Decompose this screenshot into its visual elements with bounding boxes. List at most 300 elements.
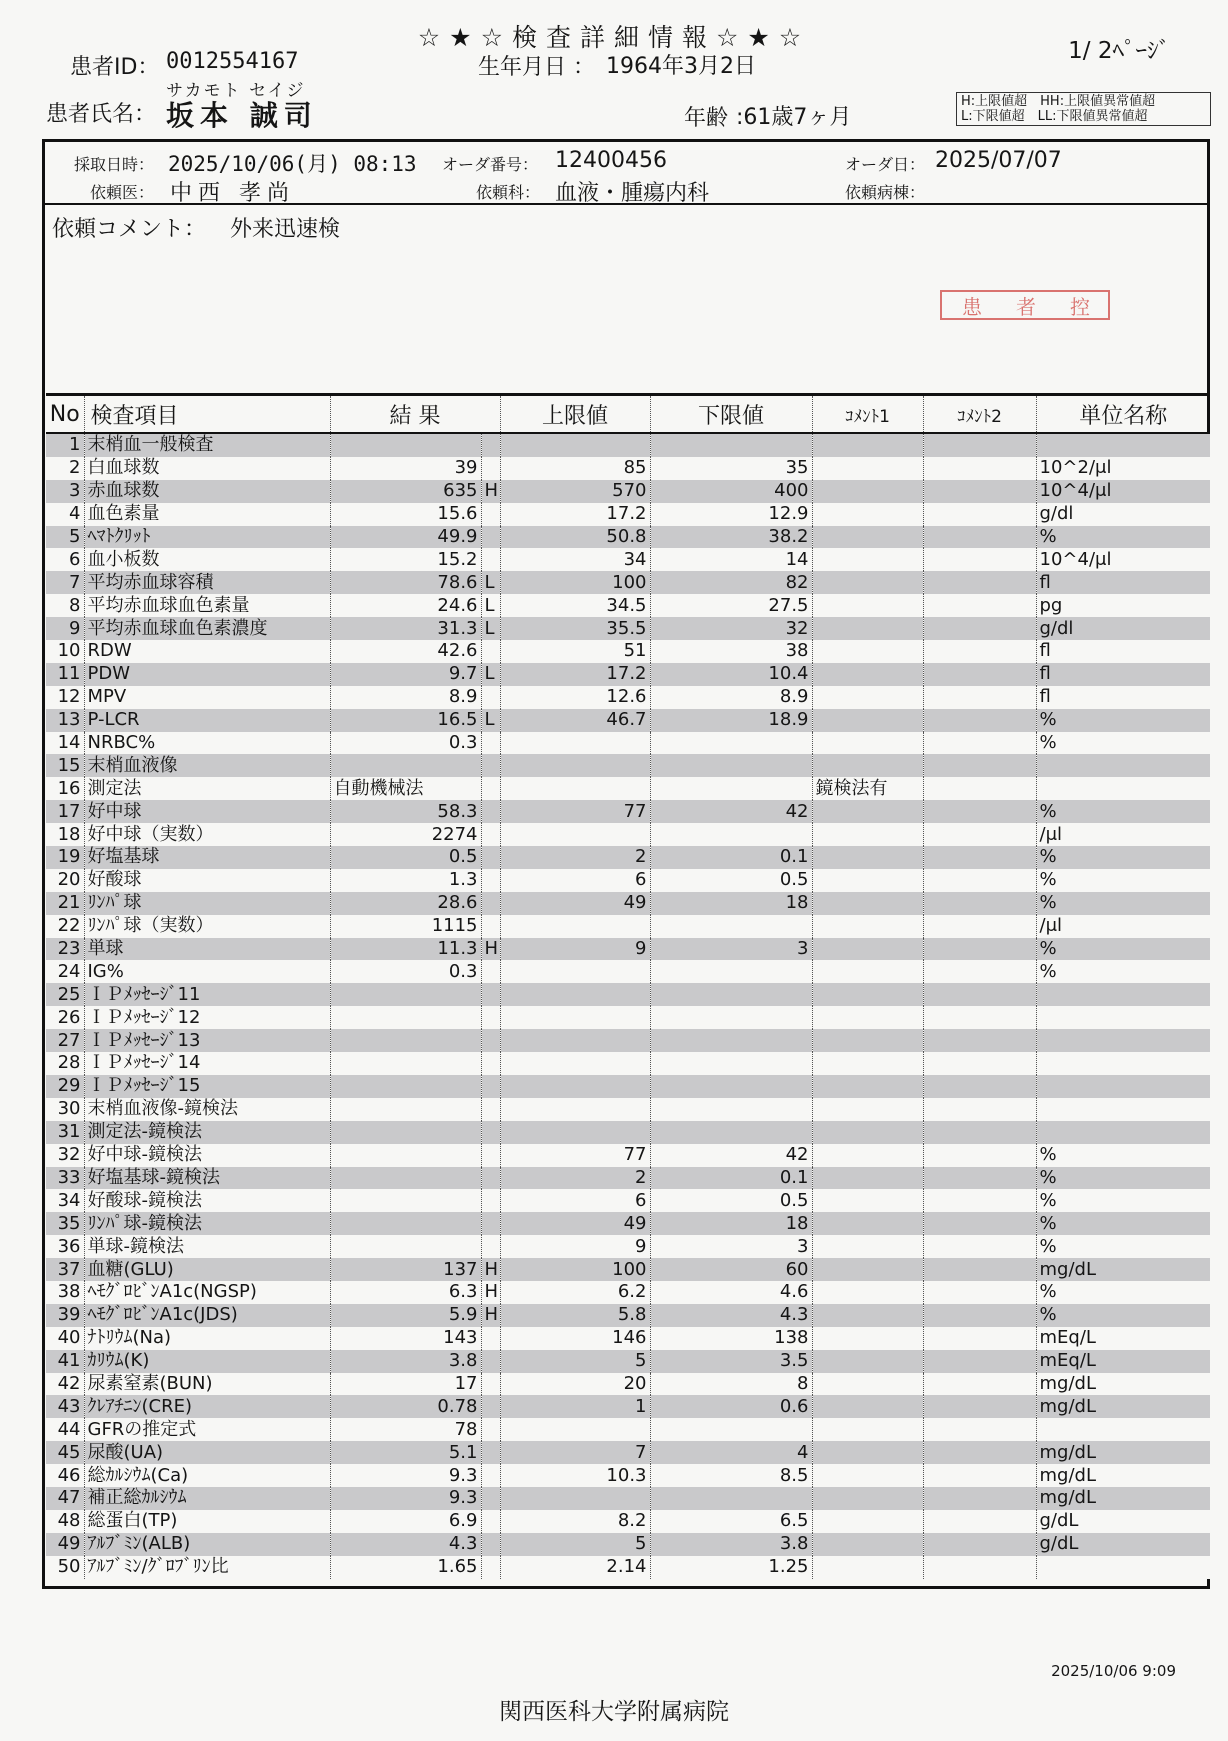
table-row — [46, 1075, 1210, 1098]
row-lower: 27.5 — [650, 594, 812, 617]
row-comment2 — [923, 548, 1036, 571]
row-no: 12 — [46, 686, 84, 709]
row-result: 78.6 — [330, 571, 481, 594]
row-result — [330, 1052, 481, 1075]
row-comment2 — [923, 457, 1036, 480]
row-unit — [1036, 1075, 1210, 1098]
age: :61歳7ヶ月 — [736, 105, 852, 130]
row-comment1 — [812, 1327, 923, 1350]
row-flag — [481, 1556, 500, 1579]
row-no: 1 — [46, 433, 84, 457]
row-lower: 38 — [650, 640, 812, 663]
row-comment1 — [812, 1441, 923, 1464]
row-flag — [481, 1029, 500, 1052]
row-lower — [650, 1029, 812, 1052]
row-no: 15 — [46, 754, 84, 777]
row-comment2 — [923, 1235, 1036, 1258]
row-item: 測定法-鏡検法 — [84, 1121, 330, 1144]
row-item: 血小板数 — [84, 548, 330, 571]
row-unit: /μl — [1036, 823, 1210, 846]
row-no: 2 — [46, 457, 84, 480]
row-upper — [500, 433, 650, 457]
table-row — [46, 1304, 1210, 1327]
row-no: 4 — [46, 503, 84, 526]
table-row — [46, 823, 1210, 846]
table-row — [46, 800, 1210, 823]
table-row — [46, 938, 1210, 961]
row-upper — [500, 754, 650, 777]
row-lower: 18 — [650, 892, 812, 915]
row-comment1 — [812, 754, 923, 777]
row-comment2 — [923, 1189, 1036, 1212]
hospital-name: 関西医科大学附属病院 — [499, 1699, 729, 1725]
row-flag — [481, 1373, 500, 1396]
header-comment2: ｺﾒﾝﾄ2 — [923, 395, 1036, 434]
row-result: 4.3 — [330, 1533, 481, 1556]
row-unit: % — [1036, 938, 1210, 961]
row-upper: 5 — [500, 1350, 650, 1373]
row-unit — [1036, 1556, 1210, 1579]
row-no: 34 — [46, 1189, 84, 1212]
row-upper — [500, 1098, 650, 1121]
row-flag — [481, 1350, 500, 1373]
row-flag — [481, 1189, 500, 1212]
row-comment2 — [923, 1304, 1036, 1327]
row-item: ｱﾙﾌﾞﾐﾝ(ALB) — [84, 1533, 330, 1556]
row-lower: 4.3 — [650, 1304, 812, 1327]
row-comment1 — [812, 526, 923, 549]
row-unit: % — [1036, 1167, 1210, 1190]
table-row — [46, 617, 1210, 640]
row-flag — [481, 983, 500, 1006]
row-comment1 — [812, 1281, 923, 1304]
row-lower — [650, 433, 812, 457]
row-result: 16.5 — [330, 709, 481, 732]
table-row — [46, 1556, 1210, 1579]
row-result: 8.9 — [330, 686, 481, 709]
row-comment2 — [923, 1510, 1036, 1533]
table-row — [46, 1098, 1210, 1121]
row-comment1 — [812, 1464, 923, 1487]
row-flag: H — [481, 938, 500, 961]
row-unit — [1036, 1006, 1210, 1029]
row-flag — [481, 526, 500, 549]
row-upper — [500, 915, 650, 938]
row-flag — [481, 1487, 500, 1510]
table-row — [46, 892, 1210, 915]
row-no: 35 — [46, 1212, 84, 1235]
row-lower — [650, 823, 812, 846]
row-no: 21 — [46, 892, 84, 915]
row-lower — [650, 754, 812, 777]
row-item: 好中球-鏡検法 — [84, 1144, 330, 1167]
row-result — [330, 983, 481, 1006]
row-comment2 — [923, 1167, 1036, 1190]
row-comment2 — [923, 1487, 1036, 1510]
row-flag — [481, 686, 500, 709]
row-comment2 — [923, 1464, 1036, 1487]
row-comment1 — [812, 938, 923, 961]
row-comment2 — [923, 433, 1036, 457]
table-row — [46, 846, 1210, 869]
row-lower: 14 — [650, 548, 812, 571]
row-upper: 85 — [500, 457, 650, 480]
row-comment2 — [923, 1418, 1036, 1441]
row-unit: mg/dL — [1036, 1487, 1210, 1510]
row-comment2 — [923, 1395, 1036, 1418]
row-item: 末梢血液像 — [84, 754, 330, 777]
row-comment2 — [923, 686, 1036, 709]
row-comment1 — [812, 663, 923, 686]
row-unit: % — [1036, 1189, 1210, 1212]
row-comment2 — [923, 663, 1036, 686]
header-no: No — [46, 395, 84, 434]
row-upper: 6.2 — [500, 1281, 650, 1304]
flag-legend — [956, 92, 1211, 126]
row-comment1 — [812, 1373, 923, 1396]
row-lower — [650, 915, 812, 938]
row-no: 32 — [46, 1144, 84, 1167]
row-item: NRBC% — [84, 732, 330, 755]
row-upper: 77 — [500, 1144, 650, 1167]
row-result — [330, 1098, 481, 1121]
age-label: 年齢 — [684, 106, 729, 131]
row-comment1 — [812, 1510, 923, 1533]
table-row — [46, 1167, 1210, 1190]
row-result: 9.7 — [330, 663, 481, 686]
row-comment2 — [923, 1075, 1036, 1098]
row-result: 5.1 — [330, 1441, 481, 1464]
table-row — [46, 1327, 1210, 1350]
row-upper: 5 — [500, 1533, 650, 1556]
table-row — [46, 503, 1210, 526]
row-comment1 — [812, 1098, 923, 1121]
row-lower: 8.9 — [650, 686, 812, 709]
row-unit: 10^2/μl — [1036, 457, 1210, 480]
row-item: ｱﾙﾌﾞﾐﾝ/ｸﾞﾛﾌﾞﾘﾝ比 — [84, 1556, 330, 1579]
table-row — [46, 480, 1210, 503]
row-comment2 — [923, 777, 1036, 800]
row-comment2 — [923, 1029, 1036, 1052]
row-upper — [500, 1029, 650, 1052]
row-lower: 0.5 — [650, 869, 812, 892]
row-unit: % — [1036, 732, 1210, 755]
row-upper: 17.2 — [500, 503, 650, 526]
row-item: ﾍﾓｸﾞﾛﾋﾞﾝA1c(JDS) — [84, 1304, 330, 1327]
row-result — [330, 1121, 481, 1144]
row-flag — [481, 1075, 500, 1098]
row-item: 単球 — [84, 938, 330, 961]
row-comment1 — [812, 1258, 923, 1281]
row-result: 24.6 — [330, 594, 481, 617]
row-flag — [481, 1144, 500, 1167]
row-lower: 60 — [650, 1258, 812, 1281]
header-unit: 単位名称 — [1036, 395, 1210, 434]
table-row — [46, 1464, 1210, 1487]
row-item: 好塩基球 — [84, 846, 330, 869]
row-item: ﾘﾝﾊﾟ球 — [84, 892, 330, 915]
row-upper — [500, 777, 650, 800]
row-no: 25 — [46, 983, 84, 1006]
row-result: 17 — [330, 1373, 481, 1396]
row-lower — [650, 1121, 812, 1144]
row-no: 39 — [46, 1304, 84, 1327]
row-flag — [481, 1395, 500, 1418]
row-comment2 — [923, 800, 1036, 823]
row-comment1 — [812, 823, 923, 846]
row-comment2 — [923, 640, 1036, 663]
row-comment1 — [812, 1487, 923, 1510]
row-comment1: 鏡検法有 — [812, 777, 923, 800]
row-item: ﾘﾝﾊﾟ球-鏡検法 — [84, 1212, 330, 1235]
row-unit: g/dl — [1036, 617, 1210, 640]
row-result: 0.3 — [330, 732, 481, 755]
row-unit: mg/dL — [1036, 1395, 1210, 1418]
row-comment2 — [923, 617, 1036, 640]
row-unit — [1036, 1098, 1210, 1121]
row-upper: 12.6 — [500, 686, 650, 709]
row-flag — [481, 1121, 500, 1144]
row-comment1 — [812, 1167, 923, 1190]
table-row — [46, 915, 1210, 938]
row-upper: 1 — [500, 1395, 650, 1418]
dob-label: 生年月日 ： — [478, 55, 595, 80]
row-lower: 138 — [650, 1327, 812, 1350]
row-lower: 38.2 — [650, 526, 812, 549]
row-item: 総ｶﾙｼｳﾑ(Ca) — [84, 1464, 330, 1487]
dept-label: 依頼科： — [476, 183, 541, 202]
row-lower: 3.8 — [650, 1533, 812, 1556]
row-unit: % — [1036, 800, 1210, 823]
header-lower: 下限値 — [650, 395, 812, 434]
row-lower: 3.5 — [650, 1350, 812, 1373]
table-row — [46, 1258, 1210, 1281]
row-comment2 — [923, 1258, 1036, 1281]
row-no: 6 — [46, 548, 84, 571]
row-comment1 — [812, 915, 923, 938]
row-lower: 8 — [650, 1373, 812, 1396]
row-comment2 — [923, 1006, 1036, 1029]
row-result: 11.3 — [330, 938, 481, 961]
row-result: 15.6 — [330, 503, 481, 526]
table-row — [46, 1441, 1210, 1464]
row-no: 31 — [46, 1121, 84, 1144]
row-comment2 — [923, 915, 1036, 938]
row-comment1 — [812, 709, 923, 732]
row-lower: 4 — [650, 1441, 812, 1464]
row-comment2 — [923, 960, 1036, 983]
row-unit — [1036, 433, 1210, 457]
row-upper: 2 — [500, 846, 650, 869]
row-comment2 — [923, 869, 1036, 892]
row-comment2 — [923, 1327, 1036, 1350]
row-unit: % — [1036, 1212, 1210, 1235]
row-item: ＩＰﾒｯｾｰｼﾞ14 — [84, 1052, 330, 1075]
row-upper: 570 — [500, 480, 650, 503]
row-item: 平均赤血球容積 — [84, 571, 330, 594]
row-comment1 — [812, 1121, 923, 1144]
row-upper: 17.2 — [500, 663, 650, 686]
row-upper: 6 — [500, 1189, 650, 1212]
patient-kana: サカモト セイジ — [166, 81, 306, 101]
row-item: ＩＰﾒｯｾｰｼﾞ15 — [84, 1075, 330, 1098]
row-no: 13 — [46, 709, 84, 732]
row-no: 46 — [46, 1464, 84, 1487]
row-comment2 — [923, 1212, 1036, 1235]
row-result: 1.65 — [330, 1556, 481, 1579]
row-upper: 9 — [500, 938, 650, 961]
row-unit: mg/dL — [1036, 1373, 1210, 1396]
row-comment2 — [923, 938, 1036, 961]
row-flag: H — [481, 1281, 500, 1304]
row-item: MPV — [84, 686, 330, 709]
row-unit: g/dl — [1036, 503, 1210, 526]
row-result: 28.6 — [330, 892, 481, 915]
row-result: 137 — [330, 1258, 481, 1281]
row-unit: fl — [1036, 663, 1210, 686]
row-flag — [481, 503, 500, 526]
row-comment1 — [812, 594, 923, 617]
row-result: 6.9 — [330, 1510, 481, 1533]
row-upper: 100 — [500, 571, 650, 594]
row-no: 19 — [46, 846, 84, 869]
doctor-label: 依頼医： — [90, 183, 155, 202]
row-flag — [481, 1167, 500, 1190]
header-upper: 上限値 — [500, 395, 650, 434]
table-row — [46, 526, 1210, 549]
row-no: 17 — [46, 800, 84, 823]
row-lower: 400 — [650, 480, 812, 503]
row-item: 総蛋白(TP) — [84, 1510, 330, 1533]
row-flag — [481, 1212, 500, 1235]
row-upper: 49 — [500, 892, 650, 915]
order-date-label: オーダ日： — [845, 155, 926, 174]
row-no: 8 — [46, 594, 84, 617]
row-item: 好塩基球-鏡検法 — [84, 1167, 330, 1190]
row-no: 27 — [46, 1029, 84, 1052]
row-result: 15.2 — [330, 548, 481, 571]
row-upper: 100 — [500, 1258, 650, 1281]
row-upper — [500, 983, 650, 1006]
table-row — [46, 663, 1210, 686]
row-comment1 — [812, 1212, 923, 1235]
row-comment1 — [812, 1395, 923, 1418]
table-row — [46, 1533, 1210, 1556]
row-no: 49 — [46, 1533, 84, 1556]
row-unit: % — [1036, 526, 1210, 549]
row-upper: 5.8 — [500, 1304, 650, 1327]
row-item: ｸﾚｱﾁﾆﾝ(CRE) — [84, 1395, 330, 1418]
row-comment1 — [812, 503, 923, 526]
row-no: 30 — [46, 1098, 84, 1121]
row-no: 29 — [46, 1075, 84, 1098]
row-upper — [500, 732, 650, 755]
row-lower — [650, 1487, 812, 1510]
patient-copy-stamp: 患者控 — [940, 290, 1110, 320]
row-comment2 — [923, 503, 1036, 526]
row-comment2 — [923, 480, 1036, 503]
row-result: 58.3 — [330, 800, 481, 823]
row-item: ﾍﾓｸﾞﾛﾋﾞﾝA1c(NGSP) — [84, 1281, 330, 1304]
legend-line-lower: L:下限値超 LL:下限値異常値超 — [961, 109, 1148, 124]
row-comment1 — [812, 869, 923, 892]
row-item: ｶﾘｳﾑ(K) — [84, 1350, 330, 1373]
table-row — [46, 1373, 1210, 1396]
row-flag: L — [481, 571, 500, 594]
row-result: 1.3 — [330, 869, 481, 892]
row-no: 20 — [46, 869, 84, 892]
request-comment-label: 依頼コメント： — [52, 217, 207, 242]
row-flag — [481, 1533, 500, 1556]
row-flag — [481, 1098, 500, 1121]
results-table — [46, 393, 1210, 1579]
row-item: ﾍﾏﾄｸﾘｯﾄ — [84, 526, 330, 549]
row-comment1 — [812, 960, 923, 983]
row-unit: fl — [1036, 640, 1210, 663]
row-item: 平均赤血球血色素量 — [84, 594, 330, 617]
row-no: 47 — [46, 1487, 84, 1510]
row-result — [330, 1144, 481, 1167]
row-lower: 0.6 — [650, 1395, 812, 1418]
row-flag — [481, 800, 500, 823]
table-row — [46, 1029, 1210, 1052]
row-flag — [481, 754, 500, 777]
row-upper: 146 — [500, 1327, 650, 1350]
table-row — [46, 960, 1210, 983]
row-lower: 0.1 — [650, 846, 812, 869]
row-item: IG% — [84, 960, 330, 983]
row-no: 41 — [46, 1350, 84, 1373]
row-flag — [481, 1418, 500, 1441]
table-row — [46, 433, 1210, 457]
row-no: 43 — [46, 1395, 84, 1418]
row-lower — [650, 1098, 812, 1121]
row-item: ＩＰﾒｯｾｰｼﾞ13 — [84, 1029, 330, 1052]
row-comment2 — [923, 1373, 1036, 1396]
row-no: 28 — [46, 1052, 84, 1075]
row-flag — [481, 457, 500, 480]
row-unit: % — [1036, 709, 1210, 732]
row-item: ＩＰﾒｯｾｰｼﾞ11 — [84, 983, 330, 1006]
row-lower: 35 — [650, 457, 812, 480]
row-unit: % — [1036, 869, 1210, 892]
request-comment: 外来迅速検 — [230, 217, 341, 242]
row-item: 末梢血一般検査 — [84, 433, 330, 457]
header-result: 結 果 — [330, 395, 500, 434]
row-upper: 77 — [500, 800, 650, 823]
row-lower: 3 — [650, 938, 812, 961]
page-number: 1/ 2ﾍﾟｰｼﾞ — [1068, 38, 1170, 64]
row-comment2 — [923, 1098, 1036, 1121]
table-row — [46, 777, 1210, 800]
table-row — [46, 1510, 1210, 1533]
row-item: ﾅﾄﾘｳﾑ(Na) — [84, 1327, 330, 1350]
row-unit: % — [1036, 1235, 1210, 1258]
row-item: 赤血球数 — [84, 480, 330, 503]
row-lower: 18 — [650, 1212, 812, 1235]
row-no: 9 — [46, 617, 84, 640]
table-row — [46, 1121, 1210, 1144]
row-unit — [1036, 1121, 1210, 1144]
row-comment1 — [812, 617, 923, 640]
report-title: ☆★☆検査詳細情報☆★☆ — [417, 23, 811, 52]
table-row — [46, 1189, 1210, 1212]
table-row — [46, 457, 1210, 480]
row-unit: fl — [1036, 571, 1210, 594]
row-result: 0.3 — [330, 960, 481, 983]
row-result: 635 — [330, 480, 481, 503]
row-unit — [1036, 983, 1210, 1006]
